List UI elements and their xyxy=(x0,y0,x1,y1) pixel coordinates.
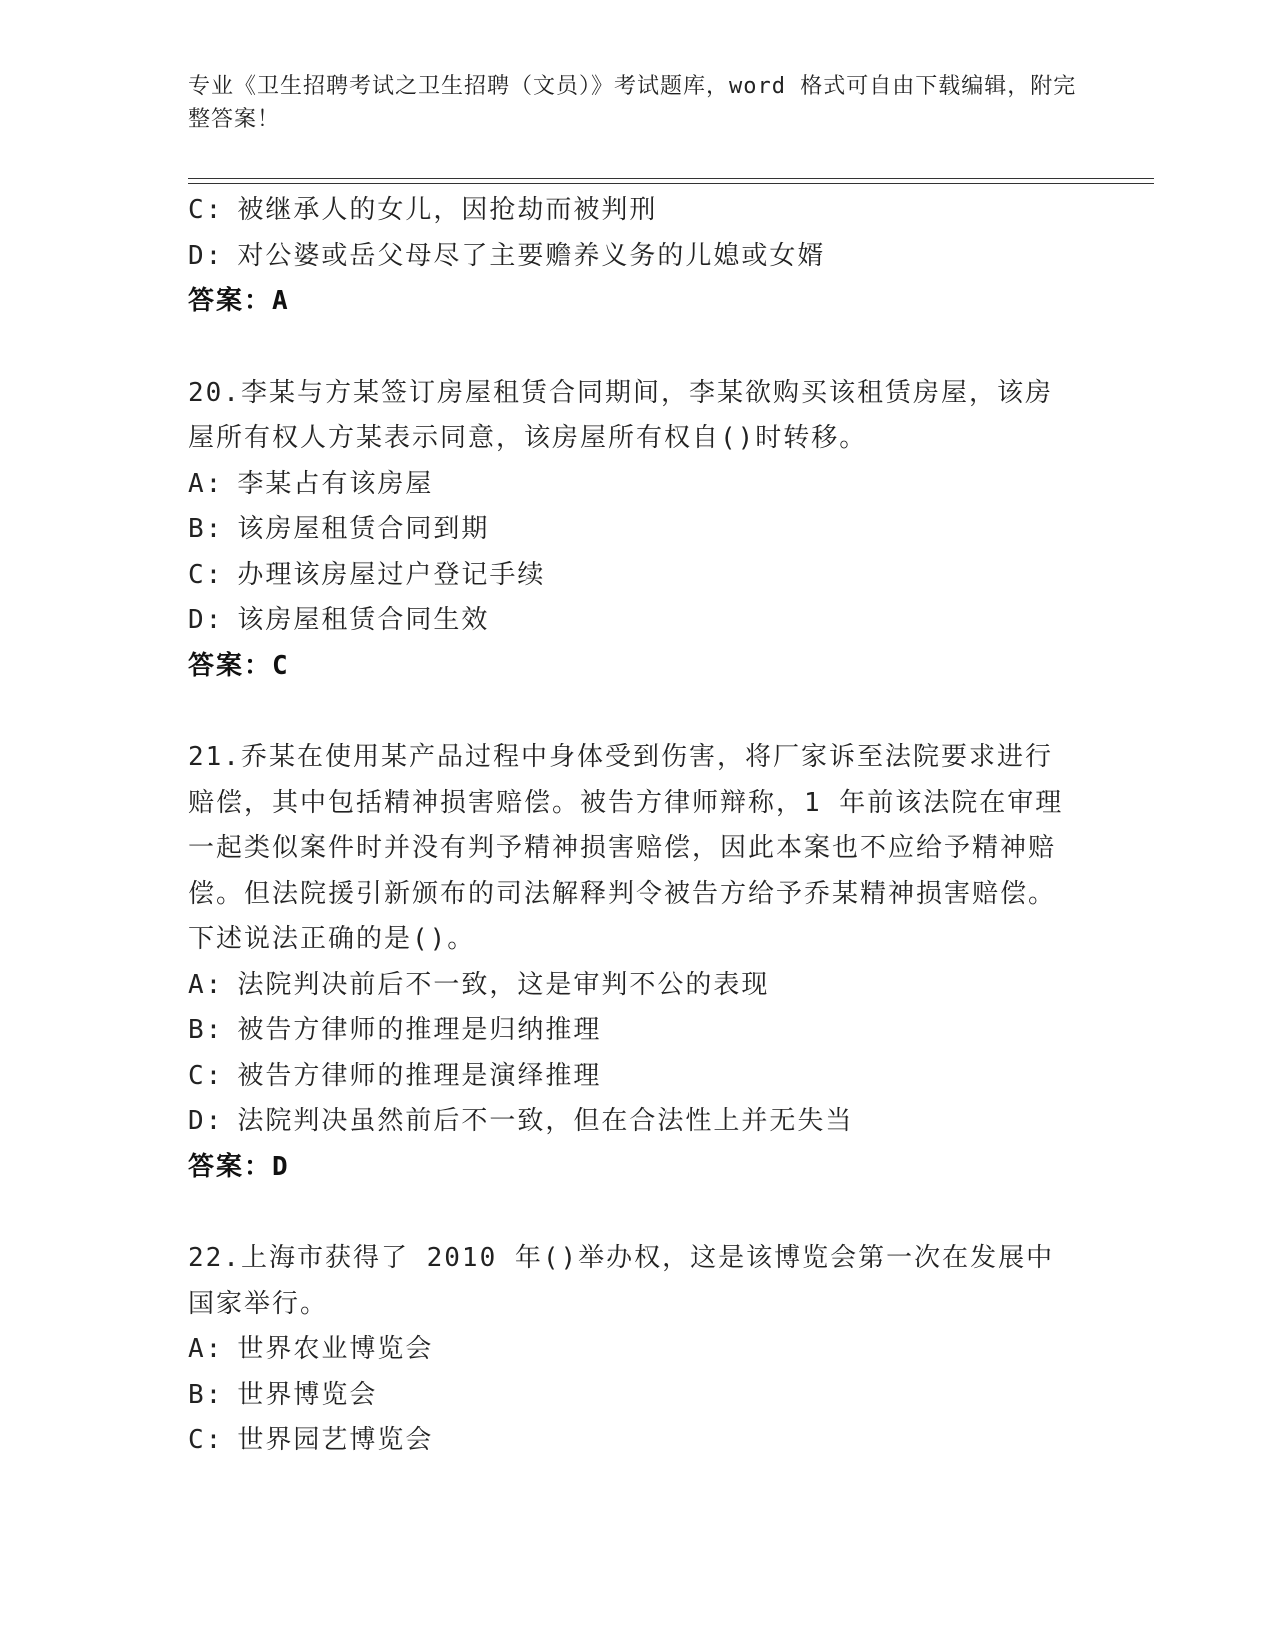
question-20 xyxy=(188,371,1088,690)
question-text: 20.李某与方某签订房屋租赁合同期间，李某欲购买该租赁房屋，该房屋所有权人方某表示同意，该房屋所有权自()时转移。 xyxy=(188,377,1053,453)
answer: 答案：D xyxy=(188,1151,290,1182)
header-rule-bottom xyxy=(188,183,1154,184)
question-text: 21.乔某在使用某产品过程中身体受到伤害，将厂家诉至法院要求进行赔偿，其中包括精神损害赔偿。被告方律师辩称，1 年前该法院在审理一起类似案件时并没有判予精神损害赔偿，因此本案也不应给予精神赔偿。但法院援引新颁布的司法解释判令被告方给予乔某精神损害赔偿。下述说法正确的是()。 xyxy=(188,742,1064,954)
option-a: A: 李某占有该房屋 xyxy=(188,468,434,499)
document-header xyxy=(188,70,1088,136)
option-d: D: 该房屋租赁合同生效 xyxy=(188,605,490,635)
option-b: B: 世界博览会 xyxy=(188,1379,378,1410)
answer: 答案：C xyxy=(188,650,290,681)
option-c: C: 被继承人的女儿，因抢劫而被判刑 xyxy=(188,195,658,225)
header-text: 专业《卫生招聘考试之卫生招聘（文员）》考试题库，word 格式可自由下载编辑，附完整答案！ xyxy=(188,74,1077,132)
header-rule-top xyxy=(188,178,1154,179)
option-b: B: 被告方律师的推理是归纳推理 xyxy=(188,1015,602,1045)
question-21 xyxy=(188,735,1088,1190)
question-text: 22.上海市获得了 2010 年()举办权，这是该博览会第一次在发展中国家举行。 xyxy=(188,1243,1055,1319)
option-d: D: 法院判决虽然前后不一致，但在合法性上并无失当 xyxy=(188,1106,854,1136)
option-c: C: 世界园艺博览会 xyxy=(188,1425,434,1455)
question-list xyxy=(188,188,1088,1464)
option-a: A: 法院判决前后不一致，这是审判不公的表现 xyxy=(188,969,770,1000)
option-b: B: 该房屋租赁合同到期 xyxy=(188,514,490,544)
option-a: A: 世界农业博览会 xyxy=(188,1334,434,1364)
question-fragment xyxy=(188,188,1088,325)
option-c: C: 被告方律师的推理是演绎推理 xyxy=(188,1060,602,1091)
option-d: D: 对公婆或岳父母尽了主要赡养义务的儿媳或女婿 xyxy=(188,240,826,271)
option-c: C: 办理该房屋过户登记手续 xyxy=(188,559,546,590)
answer: 答案：A xyxy=(188,286,290,316)
question-22 xyxy=(188,1236,1088,1464)
